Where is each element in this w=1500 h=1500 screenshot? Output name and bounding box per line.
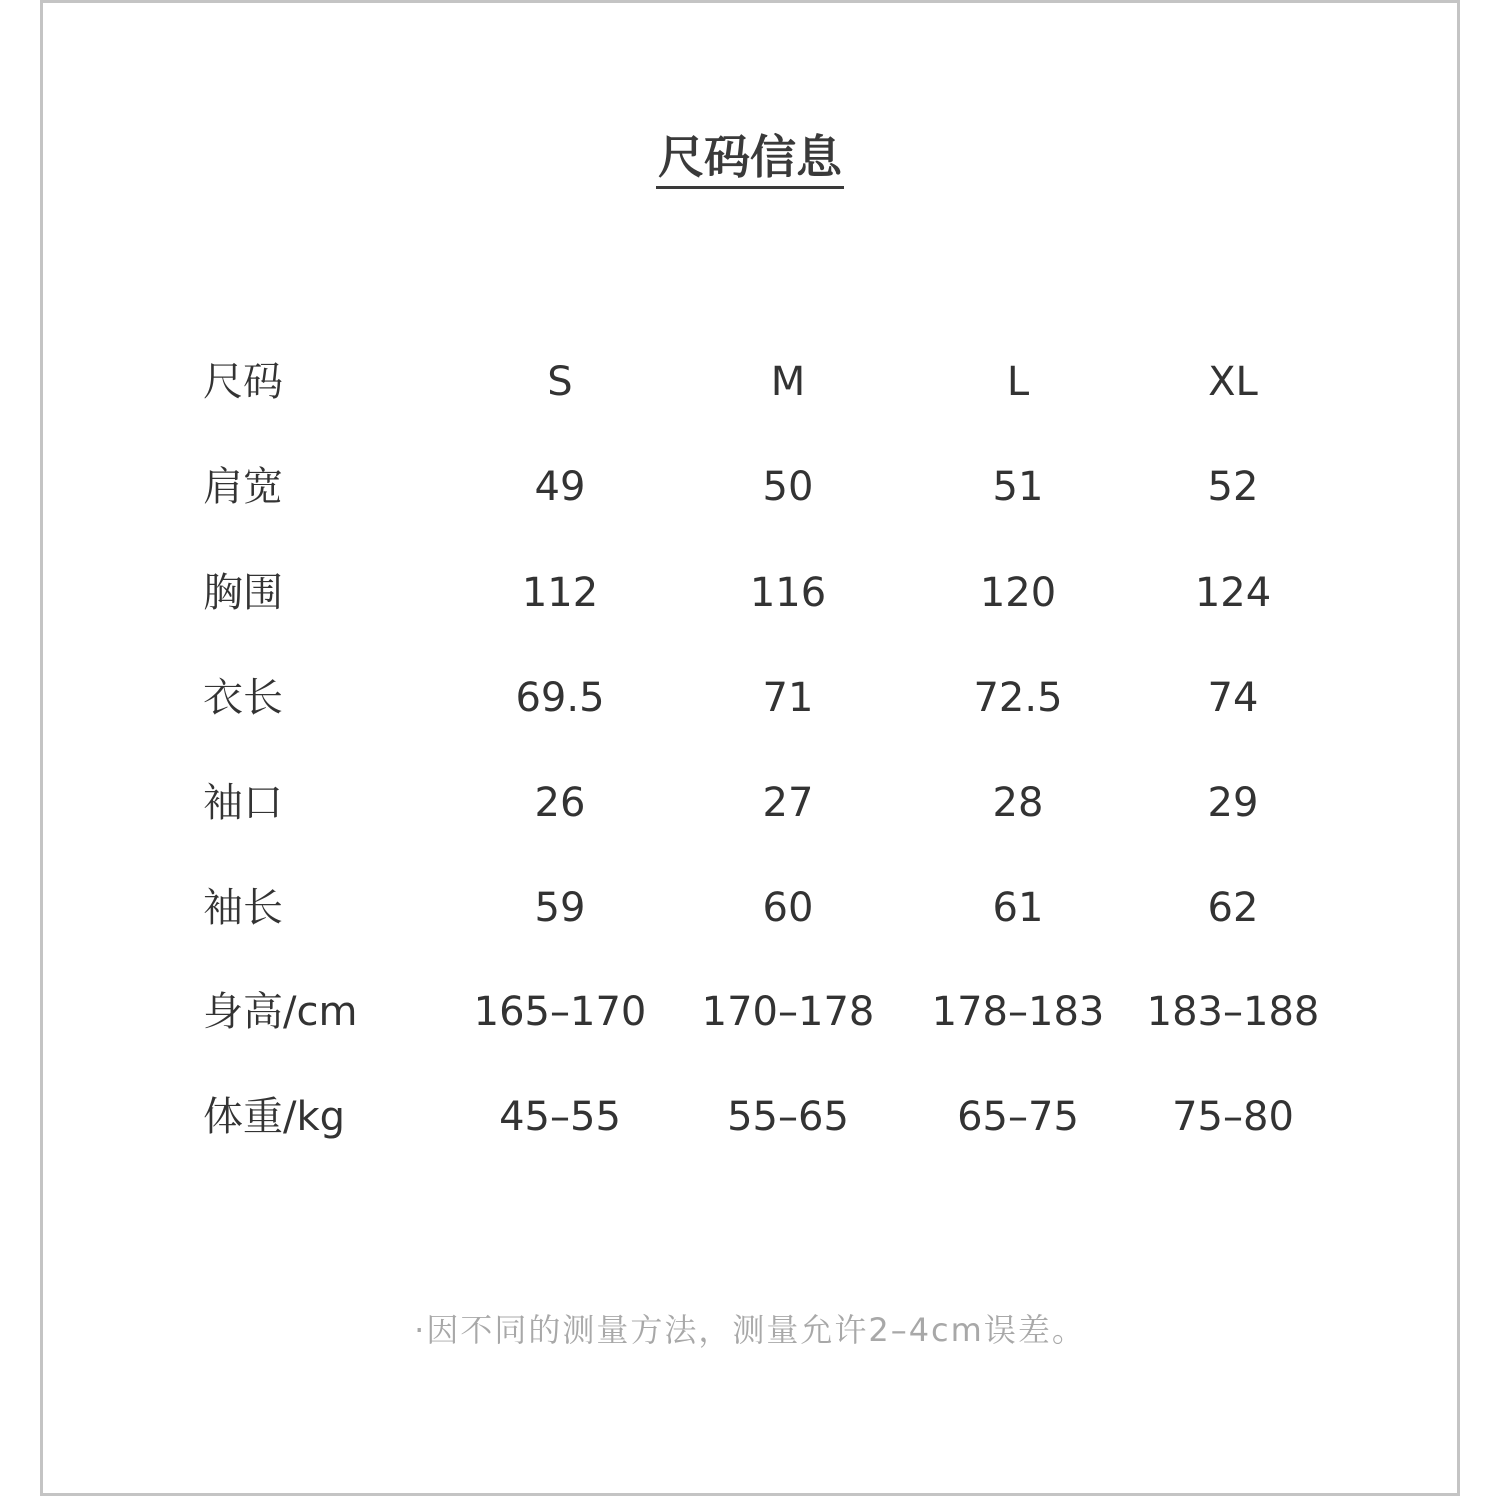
row-label: 体重/kg: [203, 1094, 346, 1140]
row-label: 身高/cm: [203, 989, 358, 1035]
table-cell: 112: [521, 570, 599, 616]
table-row-weight: [0, 1087, 1500, 1147]
table-cell: 60: [762, 885, 814, 931]
table-cell: 28: [992, 780, 1044, 826]
table-cell: 27: [762, 780, 814, 826]
page-title-text: 尺码信息: [656, 128, 844, 189]
table-cell: 74: [1207, 675, 1259, 721]
table-cell: 178–183: [931, 989, 1105, 1035]
header-size-s: S: [547, 359, 573, 405]
table-row-chest: [0, 563, 1500, 623]
table-cell: 124: [1194, 570, 1272, 616]
table-cell: 55–65: [727, 1094, 849, 1140]
page-title: [0, 128, 1500, 189]
table-cell: 50: [762, 464, 814, 510]
header-size-xl: XL: [1208, 359, 1258, 405]
measurement-note: ·因不同的测量方法，测量允许2–4cm误差。: [414, 1311, 1086, 1349]
table-cell: 170–178: [701, 989, 875, 1035]
table-row-cuff: [0, 773, 1500, 833]
table-cell: 116: [749, 570, 827, 616]
table-cell: 69.5: [515, 675, 605, 721]
table-cell: 26: [534, 780, 586, 826]
table-cell: 72.5: [973, 675, 1063, 721]
header-label: 尺码: [203, 359, 283, 405]
table-cell: 75–80: [1172, 1094, 1294, 1140]
table-cell: 52: [1207, 464, 1259, 510]
row-label: 袖长: [203, 885, 283, 931]
table-row-height: [0, 982, 1500, 1042]
table-cell: 29: [1207, 780, 1259, 826]
table-cell: 183–188: [1146, 989, 1320, 1035]
row-label: 肩宽: [203, 464, 283, 510]
table-cell: 62: [1207, 885, 1259, 931]
table-cell: 45–55: [499, 1094, 621, 1140]
table-cell: 65–75: [957, 1094, 1079, 1140]
row-label: 衣长: [203, 675, 283, 721]
table-row-shoulder: [0, 457, 1500, 517]
header-size-m: M: [770, 359, 806, 405]
row-label: 袖口: [203, 780, 283, 826]
table-cell: 71: [762, 675, 814, 721]
row-label: 胸围: [203, 570, 283, 616]
header-size-l: L: [1006, 359, 1030, 405]
page-frame: [40, 0, 1460, 1496]
table-cell: 49: [534, 464, 586, 510]
table-row-length: [0, 668, 1500, 728]
table-cell: 120: [979, 570, 1057, 616]
table-header-row: [0, 352, 1500, 412]
table-cell: 59: [534, 885, 586, 931]
table-cell: 165–170: [473, 989, 647, 1035]
table-row-sleeve: [0, 878, 1500, 938]
table-cell: 51: [992, 464, 1044, 510]
table-cell: 61: [992, 885, 1044, 931]
